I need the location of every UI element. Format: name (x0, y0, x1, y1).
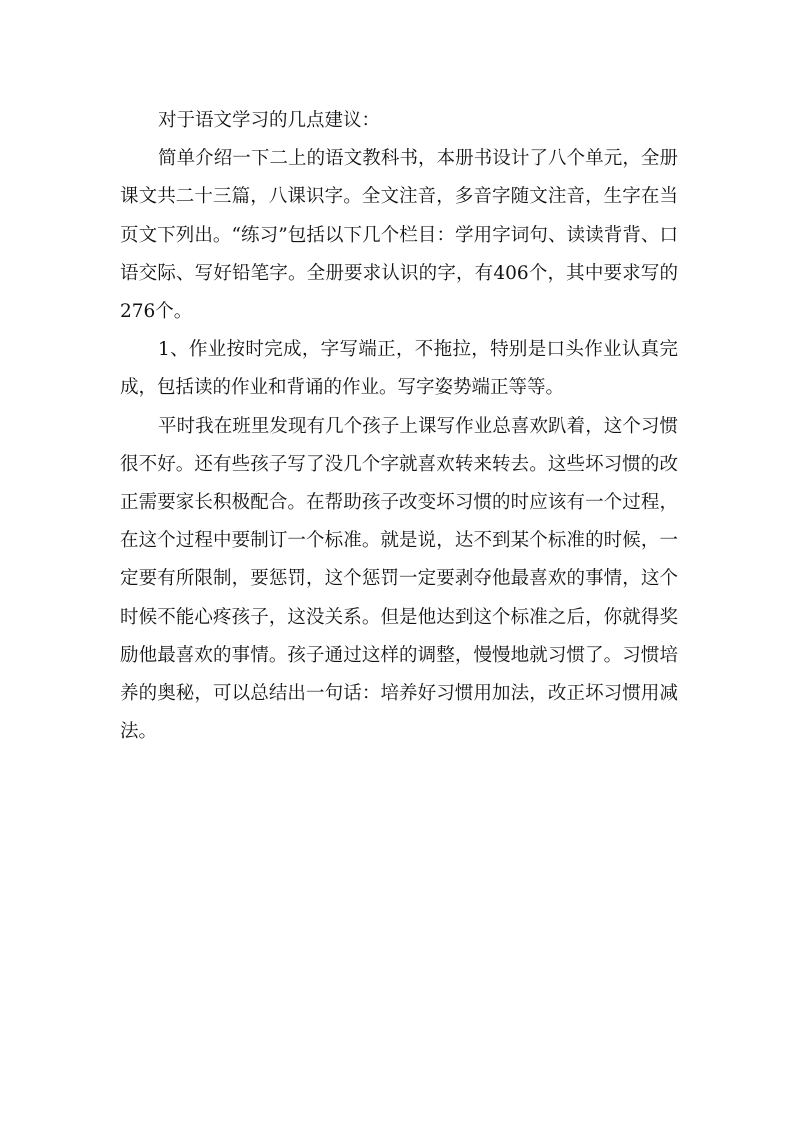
heading-paragraph: 对于语文学习的几点建议： (158, 110, 381, 131)
document-body (120, 102, 678, 751)
paragraph-textbook-intro: 简单介绍一下二上的语文教科书，本册书设计了八个单元，全册课文共二十三篇，八课识字。全文注音，多音字随文注音，生字在当页文下列出。“练习”包括以下几个栏目：学用字词句、读读背背、口语交际、写好铅笔字。全册要求认识的字，有406个，其中要求写的276个。 (120, 148, 678, 323)
paragraph-habits: 平时我在班里发现有几个孩子上课写作业总喜欢趴着，这个习惯很不好。还有些孩子写了没几个字就喜欢转来转去。这些坏习惯的改正需要家长积极配合。在帮助孩子改变坏习惯的时应该有一个过程，在这个过程中要制订一个标准。就是说，达不到某个标准的时候，一定要有所限制，要惩罚，这个惩罚一定要剥夺他最喜欢的事情，这个时候不能心疼孩子，这没关系。但是他达到这个标准之后，你就得奖励他最喜欢的事情。孩子通过这样的调整，慢慢地就习惯了。习惯培养的奥秘，可以总结出一句话：培养好习惯用加法，改正坏习惯用减法。 (120, 415, 678, 743)
paragraph-homework: 1、作业按时完成，字写端正，不拖拉，特别是口头作业认真完成，包括读的作业和背诵的作业。写字姿势端正等等。 (120, 339, 678, 399)
